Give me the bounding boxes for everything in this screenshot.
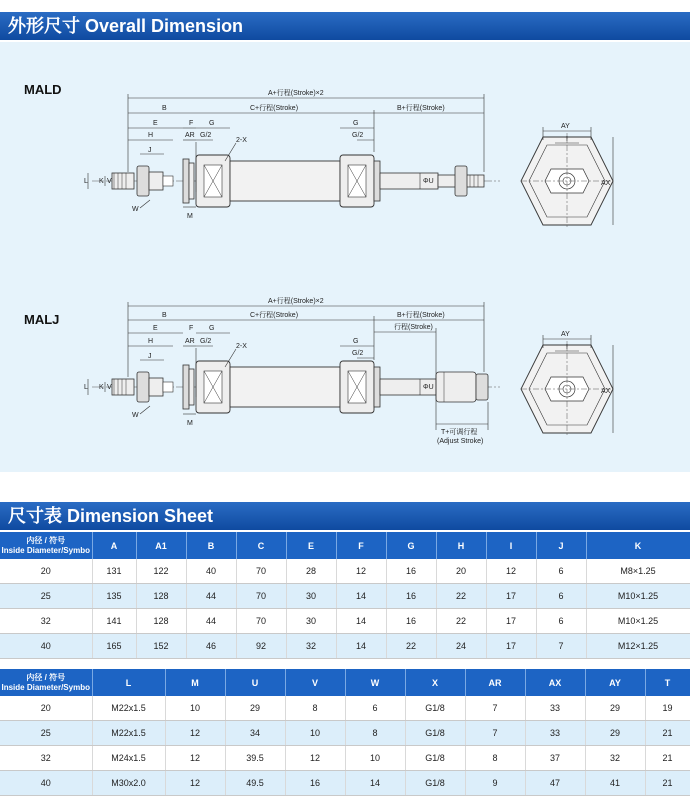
- model-label-mald: MALD: [24, 82, 62, 97]
- table-cell: 20: [436, 559, 486, 584]
- model-label-malj: MALJ: [24, 312, 60, 327]
- table-cell-diameter: 32: [0, 746, 92, 771]
- table-cell: 9: [465, 771, 525, 796]
- technical-drawing: [0, 42, 690, 472]
- section-title: 尺寸表 Dimension Sheet: [8, 506, 214, 526]
- dim-stroke: 行程(Stroke): [394, 324, 433, 331]
- table-cell: G1/8: [405, 771, 465, 796]
- table-cell: 44: [186, 609, 236, 634]
- table-cell: 22: [436, 584, 486, 609]
- dim-v-2: V: [107, 384, 112, 391]
- column-header: I: [486, 532, 536, 559]
- table-cell: G1/8: [405, 696, 465, 721]
- table-row: [0, 696, 690, 721]
- table-cell: G1/8: [405, 746, 465, 771]
- dim-u: ΦU: [423, 178, 434, 185]
- column-header: G: [386, 532, 436, 559]
- table-cell: M24x1.5: [92, 746, 165, 771]
- dim-m: M: [187, 213, 193, 220]
- dim-j: J: [148, 147, 152, 154]
- column-header: A1: [136, 532, 186, 559]
- dimension-table-2: [0, 669, 690, 796]
- dim-h-2: H: [148, 338, 154, 345]
- table-cell: 14: [336, 609, 386, 634]
- table-cell: 12: [285, 746, 345, 771]
- table-cell: 128: [136, 584, 186, 609]
- dim-b-stroke: B+行程(Stroke): [397, 105, 445, 112]
- table-cell: 29: [585, 721, 645, 746]
- table-cell: 12: [336, 559, 386, 584]
- table-cell: 8: [285, 696, 345, 721]
- table-row: [0, 634, 690, 659]
- table-cell: 122: [136, 559, 186, 584]
- column-header: AX: [525, 669, 585, 696]
- dim-adjust-stroke: (Adjust Stroke): [437, 438, 484, 445]
- table-cell: 165: [92, 634, 136, 659]
- table-cell-diameter: 25: [0, 721, 92, 746]
- table-cell: 6: [536, 609, 586, 634]
- table-cell: 49.5: [225, 771, 285, 796]
- table-cell: 7: [465, 696, 525, 721]
- dim-t-adjust: T+可调行程: [441, 429, 478, 436]
- table-cell: 19: [645, 696, 690, 721]
- dim-f-2: F: [189, 325, 194, 332]
- dim-g-2: G: [209, 325, 215, 332]
- table-cell: M22x1.5: [92, 696, 165, 721]
- table-cell: 152: [136, 634, 186, 659]
- malj-drawing: [84, 296, 613, 445]
- table-cell: 32: [286, 634, 336, 659]
- section-header-overall-dimension: [0, 12, 690, 40]
- table-cell-diameter: 20: [0, 559, 92, 584]
- mald-drawing: [84, 88, 613, 229]
- table-cell-diameter: 32: [0, 609, 92, 634]
- header-cn: 内径 / 符号: [26, 535, 66, 545]
- table-cell: 14: [345, 771, 405, 796]
- column-header: H: [436, 532, 486, 559]
- dim-g: G: [209, 120, 215, 127]
- dim-2x-2: 2-X: [236, 343, 247, 350]
- table-cell: 8: [345, 721, 405, 746]
- table-cell: 41: [585, 771, 645, 796]
- table-cell: 29: [225, 696, 285, 721]
- header-en: Inside Diameter/Symbo: [1, 545, 90, 555]
- dim-2x: 2-X: [236, 137, 247, 144]
- section-header-dimension-sheet: [0, 502, 690, 530]
- column-header: M: [165, 669, 225, 696]
- table-cell: M10×1.25: [586, 609, 690, 634]
- table-cell: 12: [165, 771, 225, 796]
- table-cell: 22: [386, 634, 436, 659]
- table-cell: 12: [165, 746, 225, 771]
- table-cell: 135: [92, 584, 136, 609]
- table-row: [0, 559, 690, 584]
- table-cell: 6: [345, 696, 405, 721]
- table-cell: 33: [525, 721, 585, 746]
- table-cell: M8×1.25: [586, 559, 690, 584]
- section-title: 外形尺寸 Overall Dimension: [8, 16, 244, 36]
- table-cell: 16: [285, 771, 345, 796]
- table-cell: 17: [486, 584, 536, 609]
- table-cell: 21: [645, 721, 690, 746]
- dim-k-2: K: [99, 384, 104, 391]
- dim-g-front: G: [353, 120, 359, 127]
- table-row: [0, 584, 690, 609]
- dim-ay: AY: [561, 123, 570, 130]
- table-cell: 32: [585, 746, 645, 771]
- drawing-panel: [0, 42, 690, 472]
- dim-ax: AX: [601, 180, 611, 187]
- dim-i-2: I: [566, 344, 568, 351]
- table-cell: 92: [236, 634, 286, 659]
- table-cell: 70: [236, 584, 286, 609]
- table-cell: 6: [536, 584, 586, 609]
- header-en: Inside Diameter/Symbo: [1, 682, 90, 692]
- table-cell: 34: [225, 721, 285, 746]
- table-cell: 40: [186, 559, 236, 584]
- column-header: A: [92, 532, 136, 559]
- dim-g-front-2: G: [353, 338, 359, 345]
- column-header: X: [405, 669, 465, 696]
- table-header-row: [0, 532, 690, 559]
- table-cell: M22x1.5: [92, 721, 165, 746]
- table-cell: 46: [186, 634, 236, 659]
- table-cell: 21: [645, 746, 690, 771]
- table-cell: 14: [336, 584, 386, 609]
- dim-k: K: [99, 178, 104, 185]
- dim-c-stroke-2: C+行程(Stroke): [250, 312, 299, 319]
- header-diameter: [0, 532, 92, 559]
- table-cell: 47: [525, 771, 585, 796]
- table-cell: 39.5: [225, 746, 285, 771]
- table-cell: 29: [585, 696, 645, 721]
- table-cell: 12: [486, 559, 536, 584]
- table-cell: 17: [486, 634, 536, 659]
- dim-w: W: [132, 206, 139, 213]
- table-cell: 141: [92, 609, 136, 634]
- table-cell: 6: [536, 559, 586, 584]
- table-cell-diameter: 20: [0, 696, 92, 721]
- dim-l-2: L: [84, 384, 88, 391]
- column-header: W: [345, 669, 405, 696]
- column-header: AY: [585, 669, 645, 696]
- table-cell-diameter: 40: [0, 634, 92, 659]
- dim-a-total: A+行程(Stroke)×2: [268, 90, 324, 97]
- table-cell-diameter: 25: [0, 584, 92, 609]
- table-cell: 24: [436, 634, 486, 659]
- dim-b-stroke-2: B+行程(Stroke): [397, 312, 445, 319]
- header-diameter: [0, 669, 92, 696]
- dim-b-2: B: [162, 312, 167, 319]
- table-cell: G1/8: [405, 721, 465, 746]
- column-header: K: [586, 532, 690, 559]
- column-header: E: [286, 532, 336, 559]
- table-cell-diameter: 40: [0, 771, 92, 796]
- table-cell: 30: [286, 609, 336, 634]
- column-header: F: [336, 532, 386, 559]
- table-cell: 10: [285, 721, 345, 746]
- table-cell: 33: [525, 696, 585, 721]
- table-cell: 131: [92, 559, 136, 584]
- table-row: [0, 746, 690, 771]
- dim-c-stroke: C+行程(Stroke): [250, 105, 299, 112]
- dimension-table-1: [0, 532, 690, 659]
- table-cell: 12: [165, 721, 225, 746]
- column-header: AR: [465, 669, 525, 696]
- column-header: U: [225, 669, 285, 696]
- column-header: B: [186, 532, 236, 559]
- table-cell: 70: [236, 559, 286, 584]
- table-row: [0, 721, 690, 746]
- table-cell: 8: [465, 746, 525, 771]
- dim-h: H: [148, 132, 154, 139]
- table-cell: 21: [645, 771, 690, 796]
- dim-ax-2: AX: [601, 388, 611, 395]
- table-cell: M12×1.25: [586, 634, 690, 659]
- table-cell: 37: [525, 746, 585, 771]
- table-cell: 30: [286, 584, 336, 609]
- table-cell: 10: [345, 746, 405, 771]
- dim-g2-2: G/2: [200, 338, 212, 345]
- dim-b: B: [162, 105, 167, 112]
- column-header: T: [645, 669, 690, 696]
- dim-u-2: ΦU: [423, 384, 434, 391]
- column-header: J: [536, 532, 586, 559]
- table-header-row: [0, 669, 690, 696]
- dim-g2-front: G/2: [352, 132, 364, 139]
- table-cell: M10×1.25: [586, 584, 690, 609]
- dim-j-2: J: [148, 353, 152, 360]
- table-cell: 28: [286, 559, 336, 584]
- dim-g2-front-2: G/2: [352, 350, 364, 357]
- column-header: V: [285, 669, 345, 696]
- dim-e: E: [153, 120, 158, 127]
- column-header: C: [236, 532, 286, 559]
- dim-ar: AR: [185, 132, 195, 139]
- table-cell: 14: [336, 634, 386, 659]
- table-cell: 16: [386, 559, 436, 584]
- table-row: [0, 771, 690, 796]
- table-cell: 16: [386, 584, 436, 609]
- dim-i: I: [566, 136, 568, 143]
- dim-m-2: M: [187, 420, 193, 427]
- table-cell: 128: [136, 609, 186, 634]
- dim-w-2: W: [132, 412, 139, 419]
- dim-g2: G/2: [200, 132, 212, 139]
- column-header: L: [92, 669, 165, 696]
- table-cell: 7: [465, 721, 525, 746]
- table-cell: 7: [536, 634, 586, 659]
- dim-f: F: [189, 120, 194, 127]
- table-cell: 22: [436, 609, 486, 634]
- table-cell: M30x2.0: [92, 771, 165, 796]
- dim-l: L: [84, 178, 88, 185]
- table-row: [0, 609, 690, 634]
- dim-e-2: E: [153, 325, 158, 332]
- header-cn: 内径 / 符号: [26, 672, 66, 682]
- table-cell: 44: [186, 584, 236, 609]
- dim-ay-2: AY: [561, 331, 570, 338]
- table-cell: 10: [165, 696, 225, 721]
- dim-v: V: [107, 178, 112, 185]
- dim-a-total-2: A+行程(Stroke)×2: [268, 298, 324, 305]
- table-cell: 16: [386, 609, 436, 634]
- table-cell: 17: [486, 609, 536, 634]
- table-cell: 70: [236, 609, 286, 634]
- dim-ar-2: AR: [185, 338, 195, 345]
